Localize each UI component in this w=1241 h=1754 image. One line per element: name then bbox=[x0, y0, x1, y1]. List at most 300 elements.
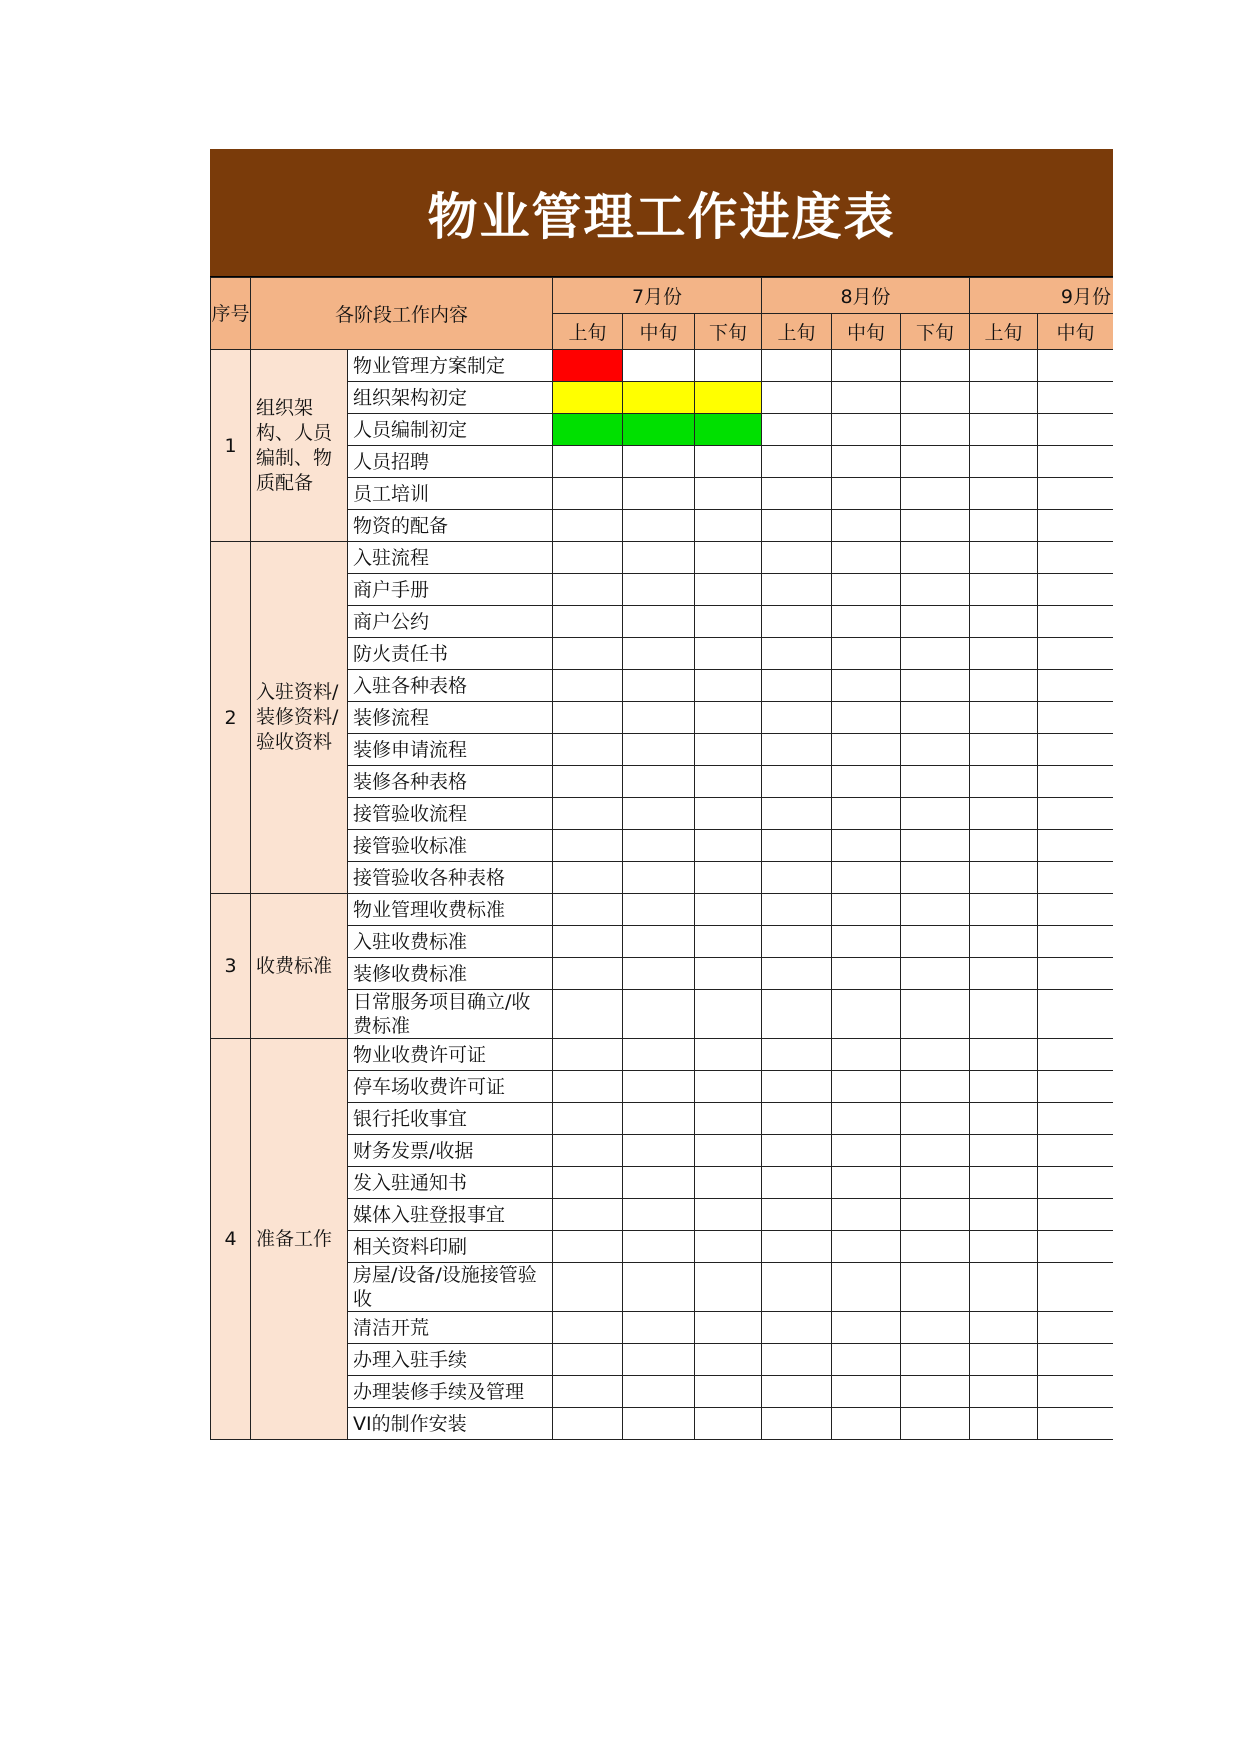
progress-cell[interactable] bbox=[695, 702, 762, 734]
progress-cell[interactable] bbox=[1038, 1376, 1113, 1408]
progress-cell[interactable] bbox=[762, 1263, 832, 1312]
task-name[interactable]: 防火责任书 bbox=[348, 638, 553, 670]
progress-cell[interactable] bbox=[762, 1344, 832, 1376]
progress-cell[interactable] bbox=[1038, 862, 1113, 894]
task-name[interactable]: 装修申请流程 bbox=[348, 734, 553, 766]
task-name[interactable]: 商户公约 bbox=[348, 606, 553, 638]
progress-cell[interactable] bbox=[553, 830, 623, 862]
progress-cell[interactable] bbox=[695, 638, 762, 670]
task-name[interactable]: 发入驻通知书 bbox=[348, 1167, 553, 1199]
progress-cell[interactable] bbox=[762, 510, 832, 542]
progress-cell[interactable] bbox=[832, 478, 901, 510]
progress-cell[interactable] bbox=[762, 1408, 832, 1440]
progress-cell[interactable] bbox=[695, 574, 762, 606]
progress-cell[interactable] bbox=[832, 606, 901, 638]
progress-cell[interactable] bbox=[553, 990, 623, 1039]
progress-cell-yellow[interactable] bbox=[695, 382, 762, 414]
progress-cell[interactable] bbox=[762, 830, 832, 862]
progress-cell[interactable] bbox=[762, 350, 832, 382]
progress-cell[interactable] bbox=[970, 414, 1038, 446]
progress-cell[interactable] bbox=[832, 1263, 901, 1312]
progress-cell[interactable] bbox=[695, 1408, 762, 1440]
progress-cell[interactable] bbox=[970, 734, 1038, 766]
progress-cell[interactable] bbox=[762, 542, 832, 574]
progress-cell[interactable] bbox=[832, 1408, 901, 1440]
progress-cell[interactable] bbox=[832, 1231, 901, 1263]
progress-cell[interactable] bbox=[901, 1312, 970, 1344]
progress-cell[interactable] bbox=[695, 1231, 762, 1263]
progress-cell[interactable] bbox=[1038, 606, 1113, 638]
progress-cell[interactable] bbox=[623, 1408, 695, 1440]
progress-cell[interactable] bbox=[623, 766, 695, 798]
progress-cell[interactable] bbox=[553, 574, 623, 606]
progress-cell[interactable] bbox=[901, 414, 970, 446]
progress-cell[interactable] bbox=[762, 1071, 832, 1103]
progress-cell[interactable] bbox=[970, 606, 1038, 638]
progress-cell[interactable] bbox=[623, 638, 695, 670]
progress-cell[interactable] bbox=[553, 926, 623, 958]
progress-cell[interactable] bbox=[695, 926, 762, 958]
progress-cell[interactable] bbox=[623, 1135, 695, 1167]
progress-cell[interactable] bbox=[762, 990, 832, 1039]
progress-cell[interactable] bbox=[832, 1344, 901, 1376]
progress-cell[interactable] bbox=[1038, 414, 1113, 446]
progress-cell[interactable] bbox=[553, 1344, 623, 1376]
progress-cell[interactable] bbox=[695, 670, 762, 702]
progress-cell[interactable] bbox=[553, 638, 623, 670]
progress-cell[interactable] bbox=[901, 670, 970, 702]
progress-cell[interactable] bbox=[1038, 1408, 1113, 1440]
progress-cell[interactable] bbox=[695, 1103, 762, 1135]
progress-cell[interactable] bbox=[695, 1071, 762, 1103]
progress-cell[interactable] bbox=[832, 958, 901, 990]
progress-cell[interactable] bbox=[832, 1103, 901, 1135]
progress-cell[interactable] bbox=[832, 766, 901, 798]
progress-cell[interactable] bbox=[762, 606, 832, 638]
progress-cell[interactable] bbox=[695, 446, 762, 478]
progress-cell[interactable] bbox=[553, 1039, 623, 1071]
progress-cell[interactable] bbox=[970, 350, 1038, 382]
progress-cell[interactable] bbox=[762, 1039, 832, 1071]
task-name[interactable]: 相关资料印刷 bbox=[348, 1231, 553, 1263]
progress-cell[interactable] bbox=[832, 510, 901, 542]
progress-cell[interactable] bbox=[970, 894, 1038, 926]
progress-cell[interactable] bbox=[970, 1263, 1038, 1312]
progress-cell[interactable] bbox=[1038, 926, 1113, 958]
progress-cell[interactable] bbox=[832, 990, 901, 1039]
progress-cell[interactable] bbox=[832, 670, 901, 702]
progress-cell[interactable] bbox=[1038, 1231, 1113, 1263]
progress-cell[interactable] bbox=[762, 670, 832, 702]
task-name[interactable]: 物资的配备 bbox=[348, 510, 553, 542]
progress-cell[interactable] bbox=[970, 830, 1038, 862]
progress-cell[interactable] bbox=[832, 798, 901, 830]
progress-cell[interactable] bbox=[970, 670, 1038, 702]
progress-cell[interactable] bbox=[1038, 382, 1113, 414]
progress-cell[interactable] bbox=[832, 414, 901, 446]
progress-cell[interactable] bbox=[901, 638, 970, 670]
progress-cell[interactable] bbox=[1038, 1312, 1113, 1344]
progress-cell[interactable] bbox=[623, 1376, 695, 1408]
progress-cell[interactable] bbox=[623, 1312, 695, 1344]
progress-cell[interactable] bbox=[901, 1039, 970, 1071]
task-name[interactable]: 入驻各种表格 bbox=[348, 670, 553, 702]
progress-cell[interactable] bbox=[901, 1231, 970, 1263]
progress-cell[interactable] bbox=[1038, 1344, 1113, 1376]
progress-cell[interactable] bbox=[1038, 958, 1113, 990]
progress-cell[interactable] bbox=[970, 1344, 1038, 1376]
progress-cell[interactable] bbox=[1038, 350, 1113, 382]
progress-cell[interactable] bbox=[1038, 670, 1113, 702]
progress-cell[interactable] bbox=[623, 702, 695, 734]
progress-cell-green[interactable] bbox=[623, 414, 695, 446]
seq-number: 3 bbox=[211, 894, 251, 1039]
progress-cell[interactable] bbox=[832, 1376, 901, 1408]
progress-cell[interactable] bbox=[970, 1312, 1038, 1344]
progress-cell[interactable] bbox=[901, 766, 970, 798]
progress-cell[interactable] bbox=[1038, 830, 1113, 862]
progress-cell[interactable] bbox=[623, 542, 695, 574]
progress-cell[interactable] bbox=[695, 1312, 762, 1344]
progress-cell[interactable] bbox=[901, 990, 970, 1039]
progress-cell[interactable] bbox=[623, 958, 695, 990]
task-name[interactable]: 商户手册 bbox=[348, 574, 553, 606]
progress-cell[interactable] bbox=[695, 1263, 762, 1312]
progress-cell[interactable] bbox=[623, 862, 695, 894]
progress-cell[interactable] bbox=[901, 1408, 970, 1440]
progress-cell[interactable] bbox=[553, 670, 623, 702]
progress-cell[interactable] bbox=[695, 606, 762, 638]
progress-cell[interactable] bbox=[901, 830, 970, 862]
progress-cell[interactable] bbox=[1038, 1263, 1113, 1312]
progress-cell[interactable] bbox=[623, 350, 695, 382]
task-name[interactable]: 财务发票/收据 bbox=[348, 1135, 553, 1167]
progress-cell[interactable] bbox=[970, 1231, 1038, 1263]
progress-cell[interactable] bbox=[901, 894, 970, 926]
progress-cell-yellow[interactable] bbox=[623, 382, 695, 414]
progress-cell[interactable] bbox=[762, 414, 832, 446]
progress-cell[interactable] bbox=[553, 766, 623, 798]
progress-cell[interactable] bbox=[832, 1167, 901, 1199]
progress-cell[interactable] bbox=[623, 1263, 695, 1312]
progress-cell[interactable] bbox=[695, 478, 762, 510]
task-name[interactable]: 物业收费许可证 bbox=[348, 1039, 553, 1071]
progress-cell[interactable] bbox=[970, 1103, 1038, 1135]
progress-cell-red[interactable] bbox=[553, 350, 623, 382]
progress-cell[interactable] bbox=[623, 574, 695, 606]
progress-cell[interactable] bbox=[901, 542, 970, 574]
progress-cell-green[interactable] bbox=[553, 414, 623, 446]
progress-cell[interactable] bbox=[970, 1167, 1038, 1199]
progress-cell[interactable] bbox=[762, 702, 832, 734]
progress-cell[interactable] bbox=[695, 350, 762, 382]
progress-cell[interactable] bbox=[970, 510, 1038, 542]
progress-cell[interactable] bbox=[1038, 478, 1113, 510]
progress-cell[interactable] bbox=[1038, 798, 1113, 830]
progress-cell[interactable] bbox=[1038, 894, 1113, 926]
progress-cell[interactable] bbox=[695, 1199, 762, 1231]
task-name[interactable]: 人员编制初定 bbox=[348, 414, 553, 446]
progress-cell[interactable] bbox=[695, 1376, 762, 1408]
progress-cell-yellow[interactable] bbox=[553, 382, 623, 414]
task-name[interactable]: 银行托收事宜 bbox=[348, 1103, 553, 1135]
progress-cell[interactable] bbox=[832, 894, 901, 926]
progress-cell[interactable] bbox=[695, 1167, 762, 1199]
progress-cell[interactable] bbox=[832, 446, 901, 478]
progress-cell[interactable] bbox=[623, 446, 695, 478]
progress-cell[interactable] bbox=[695, 766, 762, 798]
progress-cell[interactable] bbox=[623, 1071, 695, 1103]
progress-cell[interactable] bbox=[695, 510, 762, 542]
progress-cell[interactable] bbox=[553, 862, 623, 894]
progress-cell[interactable] bbox=[695, 1344, 762, 1376]
progress-cell[interactable] bbox=[762, 1135, 832, 1167]
progress-cell[interactable] bbox=[695, 958, 762, 990]
progress-cell[interactable] bbox=[623, 926, 695, 958]
progress-cell[interactable] bbox=[1038, 510, 1113, 542]
progress-cell[interactable] bbox=[970, 766, 1038, 798]
progress-cell[interactable] bbox=[970, 1408, 1038, 1440]
progress-cell[interactable] bbox=[553, 894, 623, 926]
progress-cell[interactable] bbox=[623, 1344, 695, 1376]
progress-cell[interactable] bbox=[553, 1312, 623, 1344]
progress-cell[interactable] bbox=[695, 542, 762, 574]
progress-cell[interactable] bbox=[623, 894, 695, 926]
progress-cell[interactable] bbox=[553, 510, 623, 542]
progress-cell[interactable] bbox=[970, 990, 1038, 1039]
task-name[interactable]: 组织架构初定 bbox=[348, 382, 553, 414]
task-name[interactable]: 装修各种表格 bbox=[348, 766, 553, 798]
progress-cell[interactable] bbox=[901, 1103, 970, 1135]
progress-cell[interactable] bbox=[623, 1199, 695, 1231]
progress-cell[interactable] bbox=[762, 798, 832, 830]
progress-cell[interactable] bbox=[832, 382, 901, 414]
progress-cell[interactable] bbox=[1038, 702, 1113, 734]
progress-cell[interactable] bbox=[762, 894, 832, 926]
progress-cell[interactable] bbox=[762, 638, 832, 670]
progress-cell[interactable] bbox=[623, 798, 695, 830]
progress-cell[interactable] bbox=[623, 1231, 695, 1263]
progress-cell[interactable] bbox=[623, 478, 695, 510]
progress-cell[interactable] bbox=[553, 702, 623, 734]
progress-cell[interactable] bbox=[762, 862, 832, 894]
progress-cell[interactable] bbox=[1038, 574, 1113, 606]
progress-cell[interactable] bbox=[553, 1376, 623, 1408]
progress-cell[interactable] bbox=[901, 510, 970, 542]
progress-cell[interactable] bbox=[970, 798, 1038, 830]
progress-cell[interactable] bbox=[553, 1199, 623, 1231]
task-name[interactable]: 员工培训 bbox=[348, 478, 553, 510]
progress-cell[interactable] bbox=[623, 990, 695, 1039]
progress-cell[interactable] bbox=[553, 1071, 623, 1103]
progress-cell[interactable] bbox=[970, 638, 1038, 670]
progress-cell[interactable] bbox=[832, 734, 901, 766]
progress-cell[interactable] bbox=[762, 1231, 832, 1263]
progress-cell[interactable] bbox=[901, 382, 970, 414]
progress-cell[interactable] bbox=[553, 734, 623, 766]
progress-cell[interactable] bbox=[553, 1167, 623, 1199]
progress-cell[interactable] bbox=[901, 926, 970, 958]
progress-cell[interactable] bbox=[832, 350, 901, 382]
task-name[interactable]: 人员招聘 bbox=[348, 446, 553, 478]
progress-cell[interactable] bbox=[1038, 1103, 1113, 1135]
progress-cell[interactable] bbox=[553, 606, 623, 638]
progress-cell[interactable] bbox=[623, 1103, 695, 1135]
progress-cell[interactable] bbox=[901, 574, 970, 606]
progress-cell[interactable] bbox=[970, 446, 1038, 478]
progress-cell[interactable] bbox=[1038, 766, 1113, 798]
progress-cell[interactable] bbox=[695, 862, 762, 894]
progress-cell[interactable] bbox=[970, 1039, 1038, 1071]
task-name[interactable]: 入驻流程 bbox=[348, 542, 553, 574]
progress-cell[interactable] bbox=[623, 734, 695, 766]
progress-cell[interactable] bbox=[695, 734, 762, 766]
progress-cell[interactable] bbox=[901, 1135, 970, 1167]
progress-cell[interactable] bbox=[553, 1103, 623, 1135]
progress-cell[interactable] bbox=[901, 862, 970, 894]
task-name[interactable]: 办理装修手续及管理 bbox=[348, 1376, 553, 1408]
progress-cell[interactable] bbox=[1038, 1135, 1113, 1167]
progress-cell[interactable] bbox=[970, 958, 1038, 990]
progress-cell[interactable] bbox=[553, 1231, 623, 1263]
progress-cell[interactable] bbox=[1038, 446, 1113, 478]
progress-cell[interactable] bbox=[553, 1135, 623, 1167]
progress-cell[interactable] bbox=[762, 574, 832, 606]
task-name[interactable]: 接管验收流程 bbox=[348, 798, 553, 830]
progress-cell[interactable] bbox=[901, 1263, 970, 1312]
progress-cell[interactable] bbox=[901, 350, 970, 382]
progress-cell[interactable] bbox=[1038, 734, 1113, 766]
progress-cell[interactable] bbox=[970, 542, 1038, 574]
progress-cell[interactable] bbox=[832, 638, 901, 670]
progress-cell[interactable] bbox=[901, 734, 970, 766]
task-name[interactable]: 装修流程 bbox=[348, 702, 553, 734]
progress-cell[interactable] bbox=[970, 1199, 1038, 1231]
progress-cell[interactable] bbox=[695, 894, 762, 926]
progress-cell[interactable] bbox=[553, 798, 623, 830]
progress-cell[interactable] bbox=[762, 478, 832, 510]
progress-cell[interactable] bbox=[901, 1344, 970, 1376]
progress-cell[interactable] bbox=[1038, 638, 1113, 670]
progress-cell[interactable] bbox=[970, 382, 1038, 414]
progress-cell[interactable] bbox=[901, 1376, 970, 1408]
progress-cell[interactable] bbox=[901, 702, 970, 734]
task-name[interactable]: 接管验收各种表格 bbox=[348, 862, 553, 894]
progress-cell[interactable] bbox=[832, 830, 901, 862]
progress-cell[interactable] bbox=[1038, 990, 1113, 1039]
progress-cell[interactable] bbox=[901, 798, 970, 830]
progress-cell[interactable] bbox=[695, 990, 762, 1039]
progress-cell[interactable] bbox=[762, 382, 832, 414]
progress-cell[interactable] bbox=[832, 574, 901, 606]
task-name[interactable]: 物业管理方案制定 bbox=[348, 350, 553, 382]
progress-cell[interactable] bbox=[695, 1135, 762, 1167]
progress-cell[interactable] bbox=[901, 958, 970, 990]
progress-cell[interactable] bbox=[970, 574, 1038, 606]
progress-cell[interactable] bbox=[1038, 1199, 1113, 1231]
progress-cell[interactable] bbox=[553, 1408, 623, 1440]
progress-cell[interactable] bbox=[901, 606, 970, 638]
progress-cell[interactable] bbox=[762, 734, 832, 766]
progress-cell[interactable] bbox=[623, 670, 695, 702]
task-name[interactable]: 物业管理收费标准 bbox=[348, 894, 553, 926]
progress-cell[interactable] bbox=[1038, 1039, 1113, 1071]
task-name[interactable]: 房屋/设备/设施接管验收 bbox=[348, 1263, 553, 1312]
progress-cell[interactable] bbox=[762, 446, 832, 478]
task-name[interactable]: 停车场收费许可证 bbox=[348, 1071, 553, 1103]
progress-cell[interactable] bbox=[970, 862, 1038, 894]
progress-cell[interactable] bbox=[553, 958, 623, 990]
progress-cell[interactable] bbox=[1038, 542, 1113, 574]
progress-cell[interactable] bbox=[832, 1135, 901, 1167]
progress-cell[interactable] bbox=[623, 1039, 695, 1071]
progress-cell[interactable] bbox=[832, 926, 901, 958]
progress-cell[interactable] bbox=[762, 766, 832, 798]
progress-cell[interactable] bbox=[623, 830, 695, 862]
task-name[interactable]: 接管验收标准 bbox=[348, 830, 553, 862]
progress-cell[interactable] bbox=[970, 702, 1038, 734]
task-name[interactable]: 媒体入驻登报事宜 bbox=[348, 1199, 553, 1231]
progress-cell[interactable] bbox=[553, 1263, 623, 1312]
task-name[interactable]: 装修收费标准 bbox=[348, 958, 553, 990]
progress-cell[interactable] bbox=[762, 1103, 832, 1135]
progress-cell[interactable] bbox=[623, 510, 695, 542]
progress-cell[interactable] bbox=[832, 1312, 901, 1344]
progress-cell-green[interactable] bbox=[695, 414, 762, 446]
task-name[interactable]: 入驻收费标准 bbox=[348, 926, 553, 958]
task-name[interactable]: VI的制作安装 bbox=[348, 1408, 553, 1440]
progress-cell[interactable] bbox=[832, 1199, 901, 1231]
progress-cell[interactable] bbox=[762, 1312, 832, 1344]
progress-cell[interactable] bbox=[553, 542, 623, 574]
progress-cell[interactable] bbox=[970, 1071, 1038, 1103]
progress-cell[interactable] bbox=[762, 1167, 832, 1199]
progress-cell[interactable] bbox=[762, 1376, 832, 1408]
task-name[interactable]: 清洁开荒 bbox=[348, 1312, 553, 1344]
progress-cell[interactable] bbox=[553, 446, 623, 478]
period-header: 中旬 bbox=[1038, 314, 1113, 350]
progress-cell[interactable] bbox=[832, 1039, 901, 1071]
progress-cell[interactable] bbox=[1038, 1071, 1113, 1103]
progress-cell[interactable] bbox=[623, 606, 695, 638]
progress-cell[interactable] bbox=[762, 926, 832, 958]
progress-cell[interactable] bbox=[832, 862, 901, 894]
task-name[interactable]: 办理入驻手续 bbox=[348, 1344, 553, 1376]
progress-cell[interactable] bbox=[970, 926, 1038, 958]
progress-cell[interactable] bbox=[901, 446, 970, 478]
progress-cell[interactable] bbox=[901, 478, 970, 510]
progress-cell[interactable] bbox=[832, 1071, 901, 1103]
progress-cell[interactable] bbox=[901, 1071, 970, 1103]
progress-cell[interactable] bbox=[762, 1199, 832, 1231]
seq-number: 1 bbox=[211, 350, 251, 542]
progress-cell[interactable] bbox=[553, 478, 623, 510]
task-name[interactable]: 日常服务项目确立/收费标准 bbox=[348, 990, 553, 1039]
progress-cell[interactable] bbox=[832, 542, 901, 574]
progress-cell[interactable] bbox=[1038, 1167, 1113, 1199]
progress-cell[interactable] bbox=[762, 958, 832, 990]
progress-cell[interactable] bbox=[901, 1199, 970, 1231]
progress-cell[interactable] bbox=[970, 1376, 1038, 1408]
progress-cell[interactable] bbox=[970, 478, 1038, 510]
progress-cell[interactable] bbox=[695, 1039, 762, 1071]
progress-cell[interactable] bbox=[901, 1167, 970, 1199]
progress-cell[interactable] bbox=[623, 1167, 695, 1199]
progress-cell[interactable] bbox=[695, 830, 762, 862]
progress-cell[interactable] bbox=[970, 1135, 1038, 1167]
progress-cell[interactable] bbox=[832, 702, 901, 734]
progress-cell[interactable] bbox=[695, 798, 762, 830]
